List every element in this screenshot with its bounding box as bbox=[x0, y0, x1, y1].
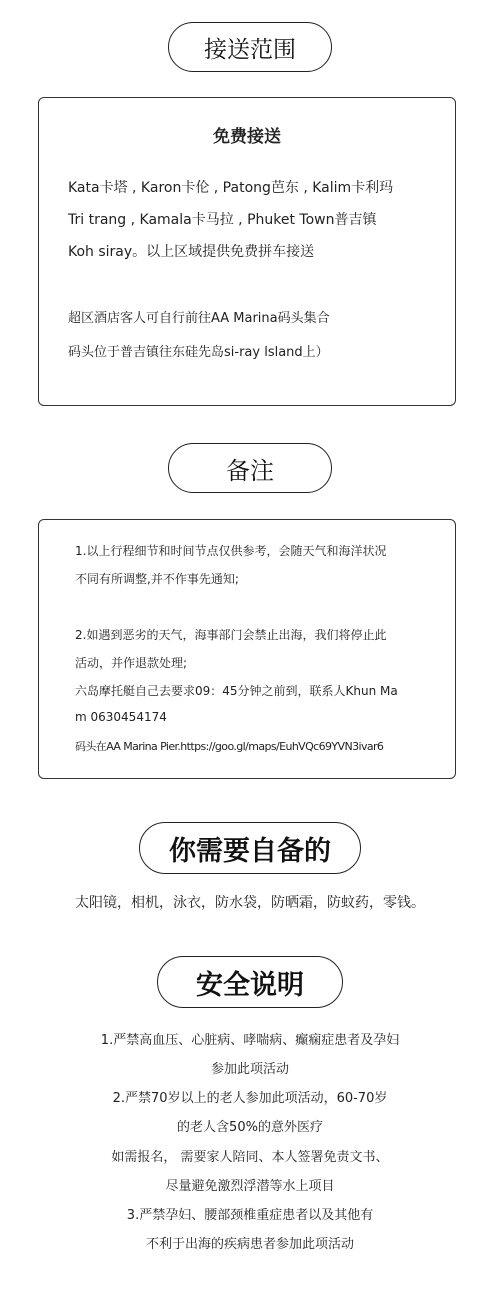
bring-title: 你需要自备的 bbox=[169, 835, 331, 867]
transfer-line-5: 码头位于普吉镇往东硅先岛si-ray lsland上） bbox=[68, 345, 329, 360]
transfer-line-1: Kata卡塔 , Karon卡伦 , Patong芭东 , Kalim卡利玛 bbox=[68, 180, 394, 196]
notes-line-6: m 0630454174 bbox=[75, 710, 167, 724]
notes-line-1: 1.以上行程细节和时间节点仅供参考，会随天气和海洋状况 bbox=[75, 544, 387, 558]
transfer-line-2: Tri trang , Kamala卡马拉 , Phuket Town普吉镇 bbox=[68, 212, 377, 228]
safety-line-5: 如需报名， 需要家人陪同、本人签署免责文书、 bbox=[111, 1150, 389, 1165]
safety-line-1: 1.严禁高血压、心脏病、哮喘病、癫痫症患者及孕妇 bbox=[100, 1033, 400, 1048]
section-title-notes bbox=[168, 443, 332, 493]
transfer-title: 接送范围 bbox=[204, 36, 296, 63]
notes-line-7: 码头在AA Marina Pier.https://goo.gl/maps/EuhVQc69YVN3ivar6 bbox=[75, 740, 384, 753]
safety-line-4: 的老人含50%的意外医疗 bbox=[177, 1120, 323, 1135]
transfer-heading: 免费接送 bbox=[213, 127, 281, 147]
notes-line-5: 六岛摩托艇自己去要求09：45分钟之前到，联系人Khun Ma bbox=[75, 684, 398, 698]
notes-box bbox=[38, 519, 456, 779]
notes-line-4: 活动，并作退款处理; bbox=[75, 656, 188, 670]
safety-line-7: 3.严禁孕妇、腰部颈椎重症患者以及其他有 bbox=[126, 1208, 374, 1223]
bring-text: 太阳镜，相机，泳衣，防水袋，防晒霜，防蚊药，零钱。 bbox=[75, 895, 425, 911]
section-title-bring bbox=[139, 822, 361, 874]
section-title-transfer bbox=[168, 22, 332, 72]
safety-line-8: 不利于出海的疾病患者参加此项活动 bbox=[145, 1237, 354, 1252]
safety-line-3: 2.严禁70岁以上的老人参加此项活动，60-70岁 bbox=[112, 1091, 388, 1106]
safety-line-6: 尽量避免激烈浮潜等水上项目 bbox=[165, 1179, 335, 1194]
notes-title: 备注 bbox=[226, 456, 274, 485]
notes-line-2: 不同有所调整,并不作事先通知; bbox=[75, 572, 239, 586]
section-title-safety bbox=[157, 956, 343, 1008]
transfer-line-3: Koh siray。以上区域提供免费拼车接送 bbox=[68, 244, 315, 260]
transfer-line-4: 超区酒店客人可自行前往AA Marina码头集合 bbox=[68, 311, 330, 326]
notes-line-3: 2.如遇到恶劣的天气，海事部门会禁止出海，我们将停止此 bbox=[75, 628, 387, 642]
safety-line-2: 参加此项活动 bbox=[210, 1062, 289, 1077]
transfer-box bbox=[38, 97, 456, 406]
safety-title: 安全说明 bbox=[196, 969, 304, 1001]
